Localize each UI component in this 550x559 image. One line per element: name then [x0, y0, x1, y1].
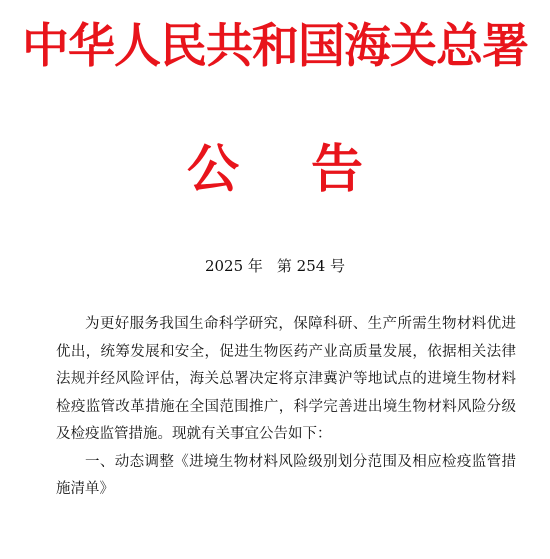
agency-title: 中华人民共和国海关总署	[22, 19, 528, 74]
item-one-heading: 一、动态调整《进境生物材料风险级别划分范围及相应检疫监管措施清单》	[56, 453, 516, 497]
document-year: 2025 年	[204, 257, 263, 275]
document-type-title: 公告	[186, 140, 435, 200]
announcement-body	[56, 311, 516, 504]
document-number	[0, 254, 550, 278]
intro-paragraph: 为更好服务我国生命科学研究，保障科研、生产所需生物材料优进优出，统筹发展和安全，促进生物医药产业高质量发展，依据相关法律法规并经风险评估，海关总署决定将京津冀沪等地试点的进境生物材料检疫监管改革措施在全国范围推广，科学完善进出境生物材料风险分级及检疫监管措施。现就有关事宜公告如下：	[56, 316, 516, 442]
document-serial-number: 第 254 号	[276, 257, 346, 275]
